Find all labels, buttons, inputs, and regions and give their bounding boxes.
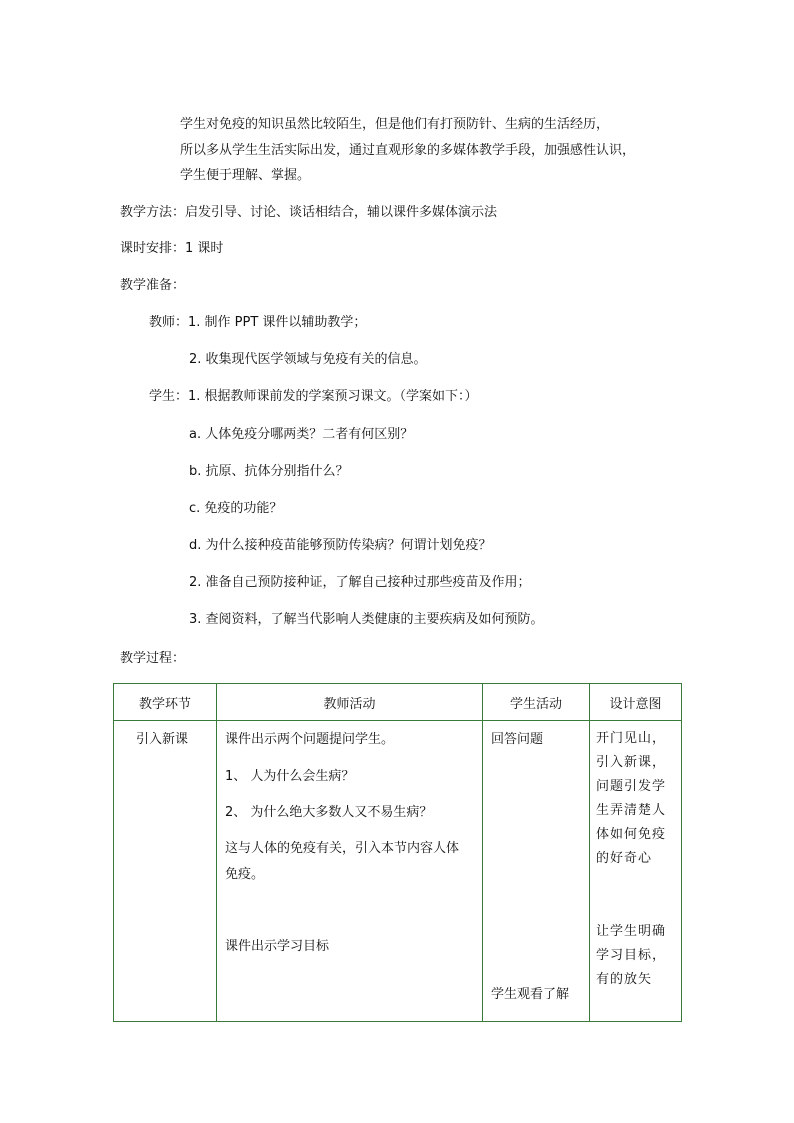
teaching-method: 教学方法：启发引导、讨论、谈话相结合，辅以课件多媒体演示法 — [120, 205, 498, 220]
header-teacher-activity: 教师活动 — [217, 684, 483, 721]
student-prep-item-3: 3. 查阅资料，了解当代影响人类健康的主要疾病及如何预防。 — [189, 612, 544, 627]
student-activity-line-2: 学生观看了解 — [491, 987, 570, 1002]
teaching-process-table — [113, 683, 682, 1022]
header-design-intent: 设计意图 — [590, 684, 682, 721]
class-schedule: 课时安排：1 课时 — [120, 241, 224, 256]
intro-line-2: 所以多从学生生活实际出发，通过直观形象的多媒体教学手段，加强感性认识， — [180, 143, 636, 158]
teacher-activity-line-4: 这与人体的免疫有关，引入本节内容人体 — [225, 841, 460, 856]
header-stage: 教学环节 — [114, 684, 217, 721]
teacher-activity-line-2: 1、 人为什么会生病？ — [225, 769, 355, 784]
table-header-row — [114, 684, 682, 721]
teacher-activity-line-3: 2、 为什么绝大多数人又不易生病？ — [225, 805, 433, 820]
prep-title: 教学准备： — [120, 278, 186, 293]
table-row — [114, 721, 682, 1022]
design-intent-para-2: 让学生明确学习目标，有的放矢 — [596, 924, 667, 987]
student-prep-item-1: 1. 根据教师课前发的学案预习课文。（学案如下：） — [188, 389, 478, 404]
intro-line-3: 学生便于理解、掌握。 — [180, 168, 311, 183]
student-prep-item-a: a. 人体免疫分哪两类？二者有何区别？ — [189, 427, 414, 442]
teacher-prep — [149, 314, 366, 332]
student-prep-item-d: d. 为什么接种疫苗能够预防传染病？何谓计划免疫？ — [189, 538, 492, 553]
student-prep-item-c: c. 免疫的功能？ — [189, 501, 283, 516]
teacher-prep-item-1: 1. 制作 PPT 课件以辅助教学； — [188, 315, 367, 330]
student-prep-label: 学生： — [149, 389, 189, 404]
cell-stage — [114, 721, 217, 1022]
student-prep — [149, 388, 478, 406]
teacher-activity-line-5: 免疫。 — [225, 867, 265, 882]
student-prep-item-2: 2. 准备自己预防接种证，了解自己接种过那些疫苗及作用； — [189, 575, 531, 590]
cell-student-activity — [483, 721, 590, 1022]
header-student-activity: 学生活动 — [483, 684, 590, 721]
design-intent-para-1: 开门见山，引入新课，问题引发学生弄清楚人体如何免疫的好奇心 — [596, 731, 667, 866]
intro-line-1: 学生对免疫的知识虽然比较陌生，但是他们有打预防针、生病的生活经历， — [180, 117, 610, 132]
teacher-prep-label: 教师： — [149, 315, 189, 330]
student-activity-line-1: 回答问题 — [491, 732, 544, 747]
cell-design-intent — [590, 721, 682, 1022]
teacher-prep-item-2: 2. 收集现代医学领域与免疫有关的信息。 — [189, 352, 427, 367]
cell-teacher-activity — [217, 721, 483, 1022]
stage-text: 引入新课 — [136, 732, 189, 747]
student-prep-item-b: b. 抗原、抗体分别指什么？ — [189, 464, 349, 479]
teacher-activity-line-1: 课件出示两个问题提问学生。 — [225, 732, 395, 747]
teacher-activity-line-6: 课件出示学习目标 — [225, 939, 330, 954]
process-title: 教学过程： — [120, 651, 186, 666]
